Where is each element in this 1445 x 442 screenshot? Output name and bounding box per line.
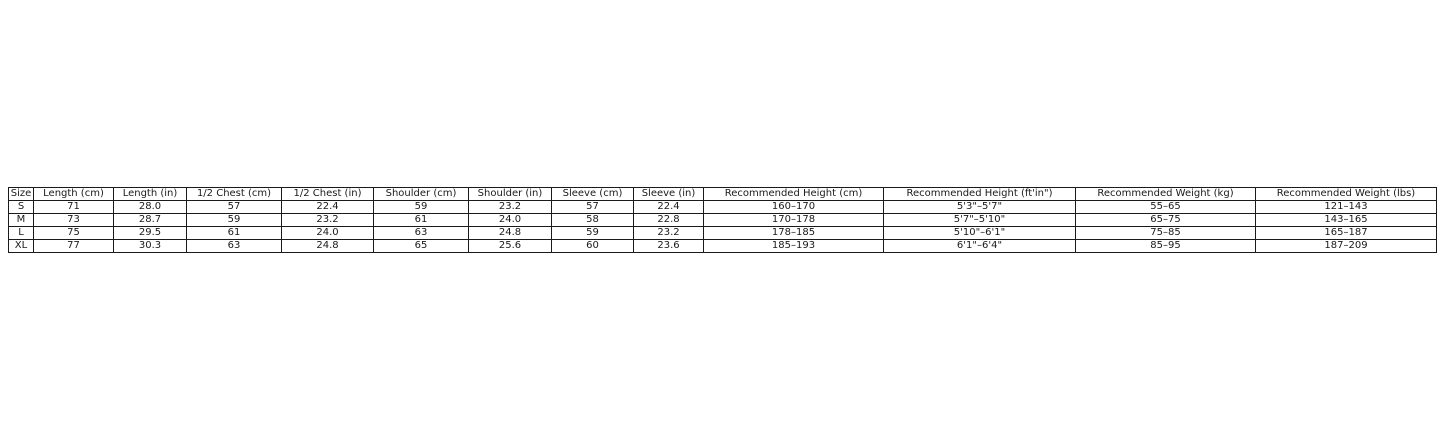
table-cell: 23.2 <box>282 214 374 227</box>
table-row <box>9 240 1437 253</box>
table-cell: 58 <box>552 214 634 227</box>
size-cell: XL <box>9 240 34 253</box>
table-cell: 63 <box>187 240 282 253</box>
size-cell: M <box>9 214 34 227</box>
table-cell: 57 <box>187 201 282 214</box>
column-header-7: Sleeve (cm) <box>552 188 634 201</box>
column-header-0: Size <box>9 188 34 201</box>
table-cell: 23.6 <box>634 240 704 253</box>
table-cell: 24.8 <box>469 227 552 240</box>
table-cell: 30.3 <box>114 240 187 253</box>
table-cell: 178–185 <box>704 227 884 240</box>
table-cell: 24.0 <box>282 227 374 240</box>
column-header-5: Shoulder (cm) <box>374 188 469 201</box>
table-cell: 85–95 <box>1076 240 1256 253</box>
table-cell: 121–143 <box>1256 201 1437 214</box>
table-cell: 63 <box>374 227 469 240</box>
column-header-11: Recommended Weight (kg) <box>1076 188 1256 201</box>
column-header-2: Length (in) <box>114 188 187 201</box>
table-cell: 22.4 <box>282 201 374 214</box>
table-cell: 5'7"–5'10" <box>884 214 1076 227</box>
table-cell: 25.6 <box>469 240 552 253</box>
table-cell: 160–170 <box>704 201 884 214</box>
column-header-4: 1/2 Chest (in) <box>282 188 374 201</box>
table-cell: 73 <box>34 214 114 227</box>
column-header-3: 1/2 Chest (cm) <box>187 188 282 201</box>
table-cell: 187–209 <box>1256 240 1437 253</box>
table-cell: 59 <box>374 201 469 214</box>
table-cell: 57 <box>552 201 634 214</box>
table-cell: 71 <box>34 201 114 214</box>
table-cell: 23.2 <box>634 227 704 240</box>
table-cell: 77 <box>34 240 114 253</box>
table-cell: 61 <box>187 227 282 240</box>
table-cell: 22.4 <box>634 201 704 214</box>
column-header-10: Recommended Height (ft'in") <box>884 188 1076 201</box>
table-cell: 23.2 <box>469 201 552 214</box>
table-row <box>9 201 1437 214</box>
table-cell: 65–75 <box>1076 214 1256 227</box>
table-cell: 24.0 <box>469 214 552 227</box>
table-cell: 29.5 <box>114 227 187 240</box>
column-header-6: Shoulder (in) <box>469 188 552 201</box>
table-cell: 65 <box>374 240 469 253</box>
table-cell: 75 <box>34 227 114 240</box>
table-cell: 59 <box>552 227 634 240</box>
column-header-12: Recommended Weight (lbs) <box>1256 188 1437 201</box>
table-cell: 5'10"–6'1" <box>884 227 1076 240</box>
table-row <box>9 227 1437 240</box>
table-cell: 75–85 <box>1076 227 1256 240</box>
table-cell: 170–178 <box>704 214 884 227</box>
column-header-9: Recommended Height (cm) <box>704 188 884 201</box>
table-cell: 28.7 <box>114 214 187 227</box>
header-row <box>9 188 1437 201</box>
table-cell: 59 <box>187 214 282 227</box>
table-cell: 55–65 <box>1076 201 1256 214</box>
table-cell: 165–187 <box>1256 227 1437 240</box>
table-cell: 28.0 <box>114 201 187 214</box>
table-body <box>9 201 1437 253</box>
table-cell: 60 <box>552 240 634 253</box>
size-chart-table <box>8 187 1437 253</box>
table-cell: 185–193 <box>704 240 884 253</box>
figure-canvas <box>8 187 1437 253</box>
column-header-8: Sleeve (in) <box>634 188 704 201</box>
table-cell: 143–165 <box>1256 214 1437 227</box>
column-header-1: Length (cm) <box>34 188 114 201</box>
table-cell: 61 <box>374 214 469 227</box>
table-cell: 24.8 <box>282 240 374 253</box>
size-cell: S <box>9 201 34 214</box>
table-cell: 5'3"–5'7" <box>884 201 1076 214</box>
table-row <box>9 214 1437 227</box>
table-cell: 22.8 <box>634 214 704 227</box>
table-cell: 6'1"–6'4" <box>884 240 1076 253</box>
size-cell: L <box>9 227 34 240</box>
